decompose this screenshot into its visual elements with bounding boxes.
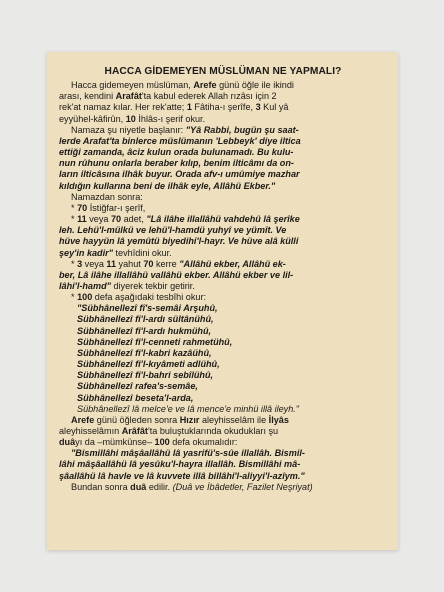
text-line [59, 147, 387, 158]
text-run: lâhi mâşâallâhü lâ yesûku'l-hayra illallâh. Bismillâhi mâ- [59, 459, 301, 470]
text-run: tevhîdini okur. [113, 247, 172, 258]
text-run: İhlâs-ı şerif okur. [135, 113, 206, 124]
text-run: aleyhisselâm ile [199, 414, 269, 425]
text-line [59, 381, 387, 392]
text-run: "Yâ Rabbi, bugün şu saat- [185, 124, 299, 135]
text-run: 70 [110, 214, 122, 225]
text-line [59, 259, 387, 270]
paper-sheet [47, 52, 398, 550]
text-line [59, 303, 387, 314]
text-run: 11 [77, 214, 87, 225]
text-line [59, 459, 387, 470]
text-run: diyerek tekbir getirir. [110, 280, 195, 291]
text-run: nun rûhunu onlarla beraber kılıp, benim ilticâmı da on- [59, 158, 294, 169]
text-run: 100 [154, 437, 170, 448]
text-line [59, 169, 387, 180]
text-line [59, 80, 387, 91]
text-run: "Bismillâhi mâşâallâhü lâ yasrifü's-sûe illallâh. Bismil- [71, 448, 305, 459]
text-run: aleyhisselâmın [59, 426, 122, 436]
text-line [59, 437, 387, 448]
text-line [59, 91, 387, 102]
text-run: veya [86, 214, 111, 225]
text-run: * [71, 258, 78, 269]
text-run: duâ [130, 481, 147, 492]
text-line [59, 359, 387, 370]
text-run: 10 [125, 113, 136, 124]
text-run: Sübhânellezî rafea's-semâe, [77, 381, 198, 392]
text-run: * [71, 292, 78, 303]
text-run: Fâtiha-ı şerîfe, [191, 102, 256, 113]
text-line [59, 225, 387, 236]
text-line [59, 114, 387, 125]
text-run: eyyühel-kâfirûn, [59, 113, 126, 124]
text-run: şey'in kadir" [59, 247, 113, 258]
text-run: Sübhânellezî fi'l-ardı hukmühû, [77, 325, 212, 336]
text-run: 3 [77, 258, 83, 269]
body-text [59, 80, 387, 493]
text-run: 70 [143, 258, 154, 269]
text-line [59, 292, 387, 303]
text-line [59, 248, 387, 259]
text-run: 1 [186, 102, 192, 113]
text-run: günü öğle ile ikindi [216, 80, 294, 91]
text-run: günü öğleden sonra [94, 414, 180, 425]
text-run: Namazdan sonra: [71, 191, 143, 202]
text-run: Namaza şu niyetle başlanır: [71, 124, 186, 135]
text-line [59, 192, 387, 203]
text-line [59, 348, 387, 359]
text-run: edilir. [146, 481, 173, 492]
document-body [59, 66, 387, 493]
text-run: adet, [121, 214, 147, 225]
text-line [59, 181, 387, 192]
text-run: Sübhânellezî beseta'l-arda, [77, 392, 194, 403]
text-run: * [71, 202, 78, 213]
text-line [59, 102, 387, 113]
text-run: Bundan sonra [71, 481, 131, 492]
text-run: hüve hayyün lâ yemûtü biyedihi'l-hayr. Ve hüve alâ külli [59, 236, 299, 247]
document-title: HACCA GİDEMEYEN MÜSLÜMAN NE YAPMALI? [104, 66, 342, 77]
text-run: Sübhânellezî fi'l-kabri kazâühû, [77, 347, 212, 358]
text-line [59, 482, 387, 493]
text-run: Arefe [71, 414, 95, 425]
text-run: ettiği zamanda, âciz kulun orada bulunamadı. Bu kulu- [59, 147, 294, 158]
text-run: Hacca gidemeyen müslüman, [71, 80, 194, 91]
text-line [59, 281, 387, 292]
text-run: 100 [77, 292, 93, 303]
text-line [59, 426, 387, 437]
text-line [59, 337, 387, 348]
text-run: * [71, 214, 78, 225]
text-run: 'ta kabul ederek Allah rızâsı için 2 [141, 91, 277, 102]
text-run: lâhi'l-hamd" [59, 280, 111, 291]
text-run: 70 [77, 202, 88, 213]
text-run: ber, Lâ ilâhe illallâhü vallâhü ekber. Allâhü ekber ve lil- [59, 269, 294, 280]
text-line [59, 125, 387, 136]
text-run: (Duâ ve İbâdetler, Fazilet Neşriyat) [172, 481, 313, 492]
text-line [59, 158, 387, 169]
text-run: "Allâhü ekber, Allâhü ek- [179, 258, 286, 269]
text-run: defa aşağıdaki tesbîhi okur: [92, 292, 207, 303]
text-run: 11 [106, 258, 117, 269]
text-run: Sübhânellezî fi'l-kıyâmeti adlühû, [77, 359, 220, 370]
text-run: Sübhânellezî fi'l-bahri sebîlühû, [77, 370, 214, 381]
text-line [59, 326, 387, 337]
text-line [59, 136, 387, 147]
text-run: ların ilticâsına ilhâk buyur. Orada afv-ı umûmiye mazhar [59, 169, 300, 180]
text-run: "Sübhânellezî fî's-semâi Arşuhû, [77, 303, 218, 314]
text-line [59, 448, 387, 459]
text-run: yı da –mümkünse– [75, 437, 155, 448]
text-run: leh. Lehü'l-mülkü ve lehü'l-hamdü yuhyî ve yümît. Ve [59, 225, 287, 236]
text-run: defa okumalıdır: [169, 437, 238, 448]
text-run: lerde Arafat'ta binlerce müslümanın 'Lebbeyk' diye iltica [59, 135, 301, 146]
text-line [59, 393, 387, 404]
text-run: rek'at namaz kılar. Her rek'atte; [59, 102, 187, 113]
text-run: veya [82, 258, 107, 269]
text-line [59, 370, 387, 381]
text-run: Sübhânellezî lâ melce'e ve lâ mence'e minhü illâ ileyh." [77, 403, 300, 414]
text-line [59, 214, 387, 225]
text-run: Kul yâ [260, 102, 289, 113]
text-run: arası, kendini [59, 91, 116, 102]
text-run: kıldığın kullarına beni de ilhâk eyle, Allâhü Ekber." [59, 180, 276, 191]
text-run: kerre [153, 258, 180, 269]
text-line [59, 471, 387, 482]
text-run: Arâfât [121, 426, 148, 436]
text-run: 'ta buluştuklarında okudukları şu [147, 426, 279, 436]
text-run: İlyâs [268, 414, 289, 425]
text-run: Sübhânellezî fi'l-cenneti rahmetühû, [77, 336, 233, 347]
text-line [59, 203, 387, 214]
text-run: Arefe [193, 80, 217, 91]
text-line [59, 415, 387, 426]
text-line [59, 236, 387, 247]
text-run: "Lâ ilâhe illallâhü vahdehû lâ şerîke [146, 214, 300, 225]
text-line [59, 270, 387, 281]
text-line [59, 404, 387, 415]
text-run: duâ [59, 437, 76, 448]
text-run: İstiğfar-ı şerîf, [87, 202, 146, 213]
text-run: Sübhânellezî fi'l-ardı sültânühû, [77, 314, 214, 325]
text-run: Arafât [115, 91, 142, 102]
text-run: yahut [116, 258, 144, 269]
text-line [59, 314, 387, 325]
text-run: 3 [255, 102, 261, 113]
text-run: şâallâhü lâ havle ve lâ kuvvete illâ billâhi'l-aliyyi'l-azîym." [59, 470, 305, 481]
text-run: Hızır [179, 414, 200, 425]
